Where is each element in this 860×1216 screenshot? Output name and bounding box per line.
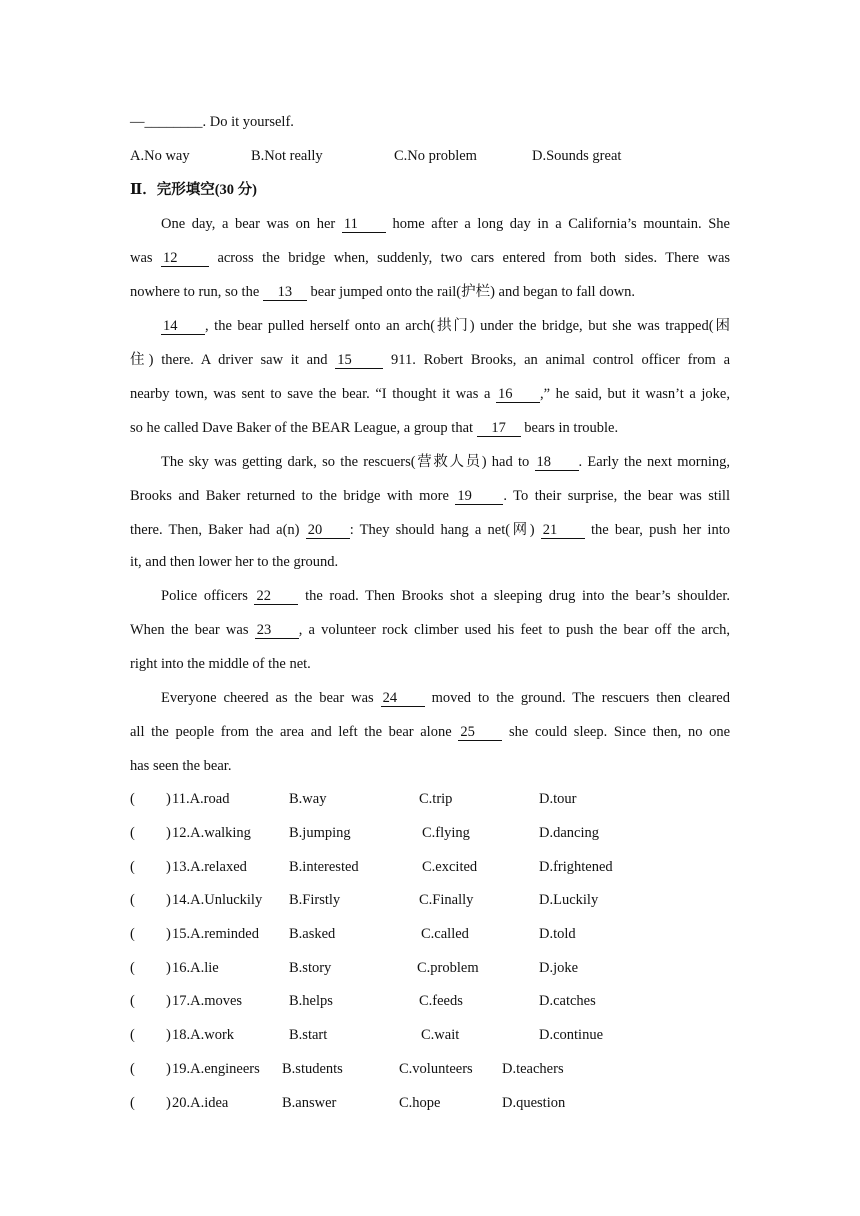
option-c: C.called: [421, 926, 469, 942]
blank-12: 12: [161, 250, 209, 267]
option-d: D.told: [539, 926, 576, 942]
option-b: B.answer: [282, 1095, 337, 1111]
answer-paren-open: (: [130, 1027, 135, 1043]
blank-21: 21: [541, 522, 585, 539]
passage-line: there. Then, Baker had a(n) 20 : They should hang a net(网) 21 the bear, push her into: [130, 522, 730, 538]
option-c: C.Finally: [419, 892, 474, 908]
answer-paren-close: ): [166, 1027, 171, 1043]
answer-paren-close: ): [166, 825, 171, 841]
option-a: 16.A.lie: [172, 960, 219, 976]
answer-paren-close: ): [166, 892, 171, 908]
option-b: B.jumping: [289, 825, 351, 841]
passage-line: nearby town, was sent to save the bear. “I thought it was a 16 ,” he said, but it wasn’t a joke,: [130, 386, 730, 402]
option-b: B.story: [289, 960, 332, 976]
answer-paren-close: ): [166, 791, 171, 807]
option-b: B.students: [282, 1061, 343, 1077]
answer-paren-close: ): [166, 1061, 171, 1077]
blank-25: 25: [458, 724, 502, 741]
prev-option-a: A.No way: [130, 148, 190, 164]
option-a: 19.A.engineers: [172, 1061, 260, 1077]
answer-paren-open: (: [130, 993, 135, 1009]
answer-paren-open: (: [130, 1061, 135, 1077]
option-a: 15.A.reminded: [172, 926, 259, 942]
blank-23: 23: [255, 622, 299, 639]
blank-24: 24: [381, 690, 425, 707]
option-b: B.asked: [289, 926, 336, 942]
option-b: B.interested: [289, 859, 359, 875]
passage-line: 14 , the bear pulled herself onto an arch(拱门) under the bridge, but she was trapped(困: [163, 318, 730, 334]
answer-paren-close: ): [166, 926, 171, 942]
option-d: D.question: [502, 1095, 566, 1111]
answer-paren-close: ): [166, 1095, 171, 1111]
blank-15: 15: [335, 352, 383, 369]
blank-11: 11: [342, 216, 386, 233]
answer-paren-close: ): [166, 859, 171, 875]
passage-line: Brooks and Baker returned to the bridge with more 19 . To their surprise, the bear was still: [130, 488, 730, 504]
prev-question-prompt: [130, 112, 730, 132]
answer-paren-open: (: [130, 859, 135, 875]
option-b: B.way: [289, 791, 327, 807]
option-c: C.excited: [422, 859, 478, 875]
option-c: C.problem: [417, 960, 479, 976]
passage-line: Everyone cheered as the bear was 24 moved to the ground. The rescuers then cleared: [161, 690, 730, 706]
passage-line: When the bear was 23 , a volunteer rock climber used his feet to push the bear off the arch,: [130, 622, 730, 638]
passage-line: nowhere to run, so the 13 bear jumped onto the rail(护栏) and began to fall down.: [130, 284, 636, 300]
blank-18: 18: [535, 454, 579, 471]
answer-paren-open: (: [130, 892, 135, 908]
answer-paren-open: (: [130, 825, 135, 841]
answer-paren-open: (: [130, 1095, 135, 1111]
blank-19: 19: [455, 488, 503, 505]
option-a: 11.A.road: [172, 791, 230, 807]
option-d: D.catches: [539, 993, 596, 1009]
blank-22: 22: [254, 588, 298, 605]
dash: —: [130, 114, 145, 130]
option-d: D.Luckily: [539, 892, 599, 908]
passage-line: so he called Dave Baker of the BEAR League, a group that 17 bears in trouble.: [130, 420, 619, 436]
prev-option-b: B.Not really: [251, 148, 323, 164]
option-a: 14.A.Unluckily: [172, 892, 263, 908]
option-d: D.teachers: [502, 1061, 564, 1077]
passage-line: The sky was getting dark, so the rescuers(营救人员) had to 18 . Early the next morning,: [161, 454, 730, 470]
prompt-text: . Do it yourself.: [202, 114, 294, 130]
passage-line: all the people from the area and left the bear alone 25 she could sleep. Since then, no one: [130, 724, 731, 740]
option-c: C.feeds: [419, 993, 463, 1009]
option-c: C.trip: [419, 791, 453, 807]
option-c: C.volunteers: [399, 1061, 473, 1077]
answer-paren-open: (: [130, 960, 135, 976]
option-b: B.helps: [289, 993, 333, 1009]
option-a: 17.A.moves: [172, 993, 243, 1009]
passage-line: right into the middle of the net.: [130, 656, 311, 672]
option-d: D.tour: [539, 791, 577, 807]
option-d: D.dancing: [539, 825, 599, 841]
option-c: C.flying: [422, 825, 470, 841]
answer-paren-close: ): [166, 960, 171, 976]
section-title: Ⅱ．完形填空(30 分): [130, 182, 258, 198]
blank-13: 13: [263, 284, 307, 301]
prev-option-d: D.Sounds great: [532, 148, 622, 164]
blank-16: 16: [496, 386, 540, 403]
answer-paren-close: ): [166, 993, 171, 1009]
option-d: D.frightened: [539, 859, 613, 875]
blank-20: 20: [306, 522, 350, 539]
passage-line: Police officers 22 the road. Then Brooks shot a sleeping drug into the bear’s shoulder.: [161, 588, 730, 604]
option-a: 12.A.walking: [172, 825, 251, 841]
blank-17: 17: [477, 420, 521, 437]
option-a: 18.A.work: [172, 1027, 235, 1043]
option-d: D.continue: [539, 1027, 604, 1043]
answer-paren-open: (: [130, 926, 135, 942]
option-a: 20.A.idea: [172, 1095, 229, 1111]
option-b: B.Firstly: [289, 892, 341, 908]
answer-blank: ________: [144, 114, 203, 130]
passage-line: was 12 across the bridge when, suddenly, two cars entered from both sides. There was: [130, 250, 731, 266]
option-c: C.hope: [399, 1095, 441, 1111]
option-a: 13.A.relaxed: [172, 859, 247, 875]
option-c: C.wait: [421, 1027, 460, 1043]
prev-option-c: C.No problem: [394, 148, 477, 164]
passage-line: 住) there. A driver saw it and 15 911. Robert Brooks, an animal control officer from a: [130, 352, 731, 368]
passage-line: it, and then lower her to the ground.: [130, 554, 339, 570]
option-b: B.start: [289, 1027, 328, 1043]
passage-line: One day, a bear was on her 11 home after a long day in a California’s mountain. She: [161, 216, 730, 232]
answer-paren-open: (: [130, 791, 135, 807]
blank-14: 14: [161, 318, 205, 335]
option-d: D.joke: [539, 960, 579, 976]
passage-line: has seen the bear.: [130, 758, 232, 774]
